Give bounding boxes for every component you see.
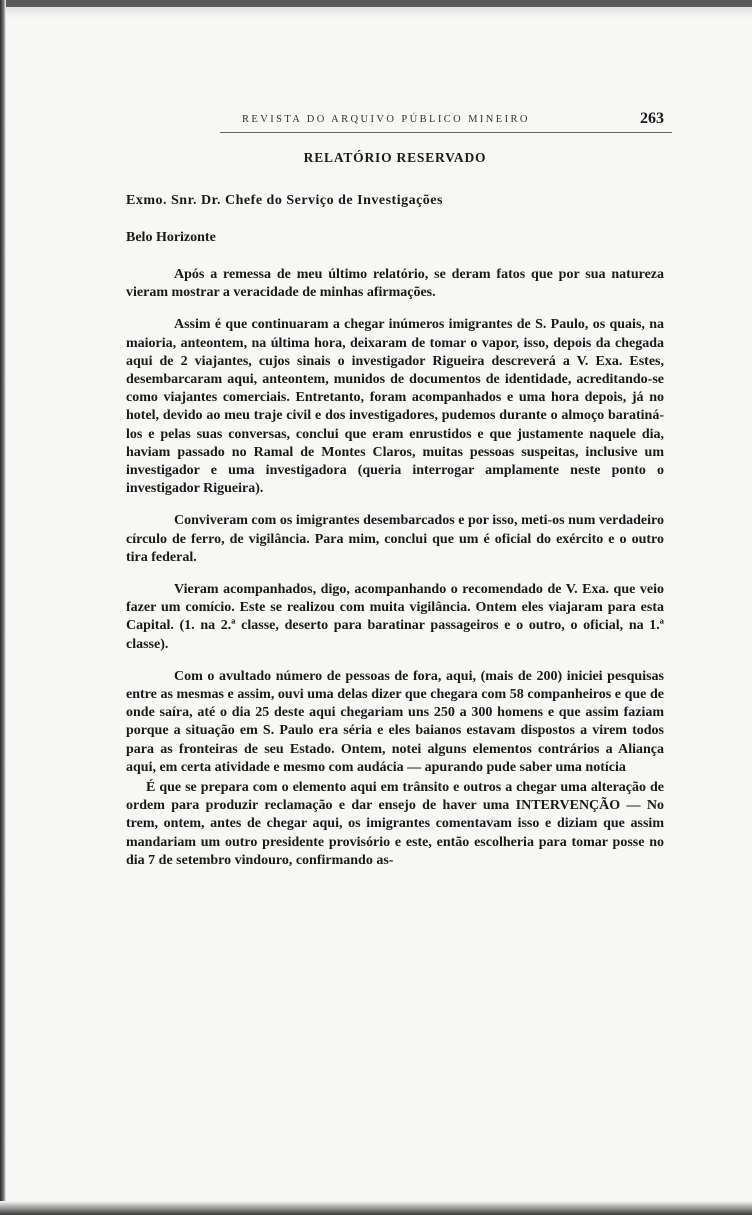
body-text xyxy=(126,266,664,884)
paragraph-5: Com o avultado número de pessoas de fora, aqui, (mais de 200) iniciei pesquisas entre as mesmas e assim, ouvi uma delas dizer que chegara com 58 companheiros e que de onde saíra, até o dia 25 deste aqui chegariam uns 250 a 300 homens e que assim faziam porque a situação em S. Paulo era séria e eles baianos estavam dispostos a virem todos para as fronteiras de seu Estado. Ontem, notei alguns elementos contrários a Aliança aqui, em certa atividade e mesmo com audácia — apurando pude saber uma notícia xyxy=(126,668,664,775)
paragraph-2: Assim é que continuaram a chegar inúmeros imigrantes de S. Paulo, os quais, na maioria, anteontem, na última hora, deixaram de tomar o vapor, isso, depois da chegada aqui de 2 viajantes, cujos sinais o investigador Rigueira descreverá a V. Exa. Estes, desembarcaram aqui, anteontem, munidos de documentos de identidade, acreditando-se como viajantes comerciais. Entretanto, foram acompanhados e uma hora depois, já no hotel, devido ao meu traje civil e dos investigadores, pudemos durante o almoço baratiná-los e pelas suas conversas, conclui que eram enrustidos e que justamente naquele dia, haviam passado no Ramal de Montes Claros, muitas pessoas suspeitas, inclusive um investigador e uma investigadora (queria interrogar amplamente neste ponto o investigador Rigueira). xyxy=(126,317,664,497)
document-title: RELATÓRIO RESERVADO xyxy=(303,150,487,165)
scan-left-edge xyxy=(0,0,6,1215)
page-number: 263 xyxy=(640,110,664,127)
paragraph-6: É que se prepara com o elemento aqui em trânsito e outros a chegar uma alteração de ordem para produzir reclamação e dar ensejo de haver uma INTERVENÇÃO — No trem, ontem, antes de chegar aqui, os imigrantes comentavam isso e diziam que assim mandariam um outro presidente provisório e este, então escolheria para tomar posse no dia 7 de setembro vindouro, confirmando as- xyxy=(126,780,664,868)
paragraph-4: Vieram acompanhados, digo, acompanhando o recomendado de V. Exa. que veio fazer um comício. Este se realizou com muita vigilância. Ontem eles viajaram para esta Capital. (1. na 2.ª classe, deserto para baratinar passageiros e o outro, o oficial, na 1.ª classe). xyxy=(126,582,664,652)
location-line: Belo Horizonte xyxy=(126,230,216,245)
header-rule xyxy=(220,132,672,133)
running-header xyxy=(220,112,672,132)
paragraph-3: Conviveram com os imigrantes desembarcados e por isso, meti-os num verdadeiro círculo de ferro, de vigilância. Para mim, conclui que um é oficial do exército e o outro tira federal. xyxy=(126,513,664,565)
salutation: Exmo. Snr. Dr. Chefe do Serviço de Investigações xyxy=(126,193,443,208)
paragraph-1: Após a remessa de meu último relatório, se deram fatos que por sua natureza vieram mostrar a veracidade de minhas afirmações. xyxy=(126,267,664,301)
running-title: REVISTA DO ARQUIVO PÚBLICO MINEIRO xyxy=(242,114,530,125)
scan-top-shadow xyxy=(0,0,752,7)
scan-bottom-edge xyxy=(0,1201,752,1215)
